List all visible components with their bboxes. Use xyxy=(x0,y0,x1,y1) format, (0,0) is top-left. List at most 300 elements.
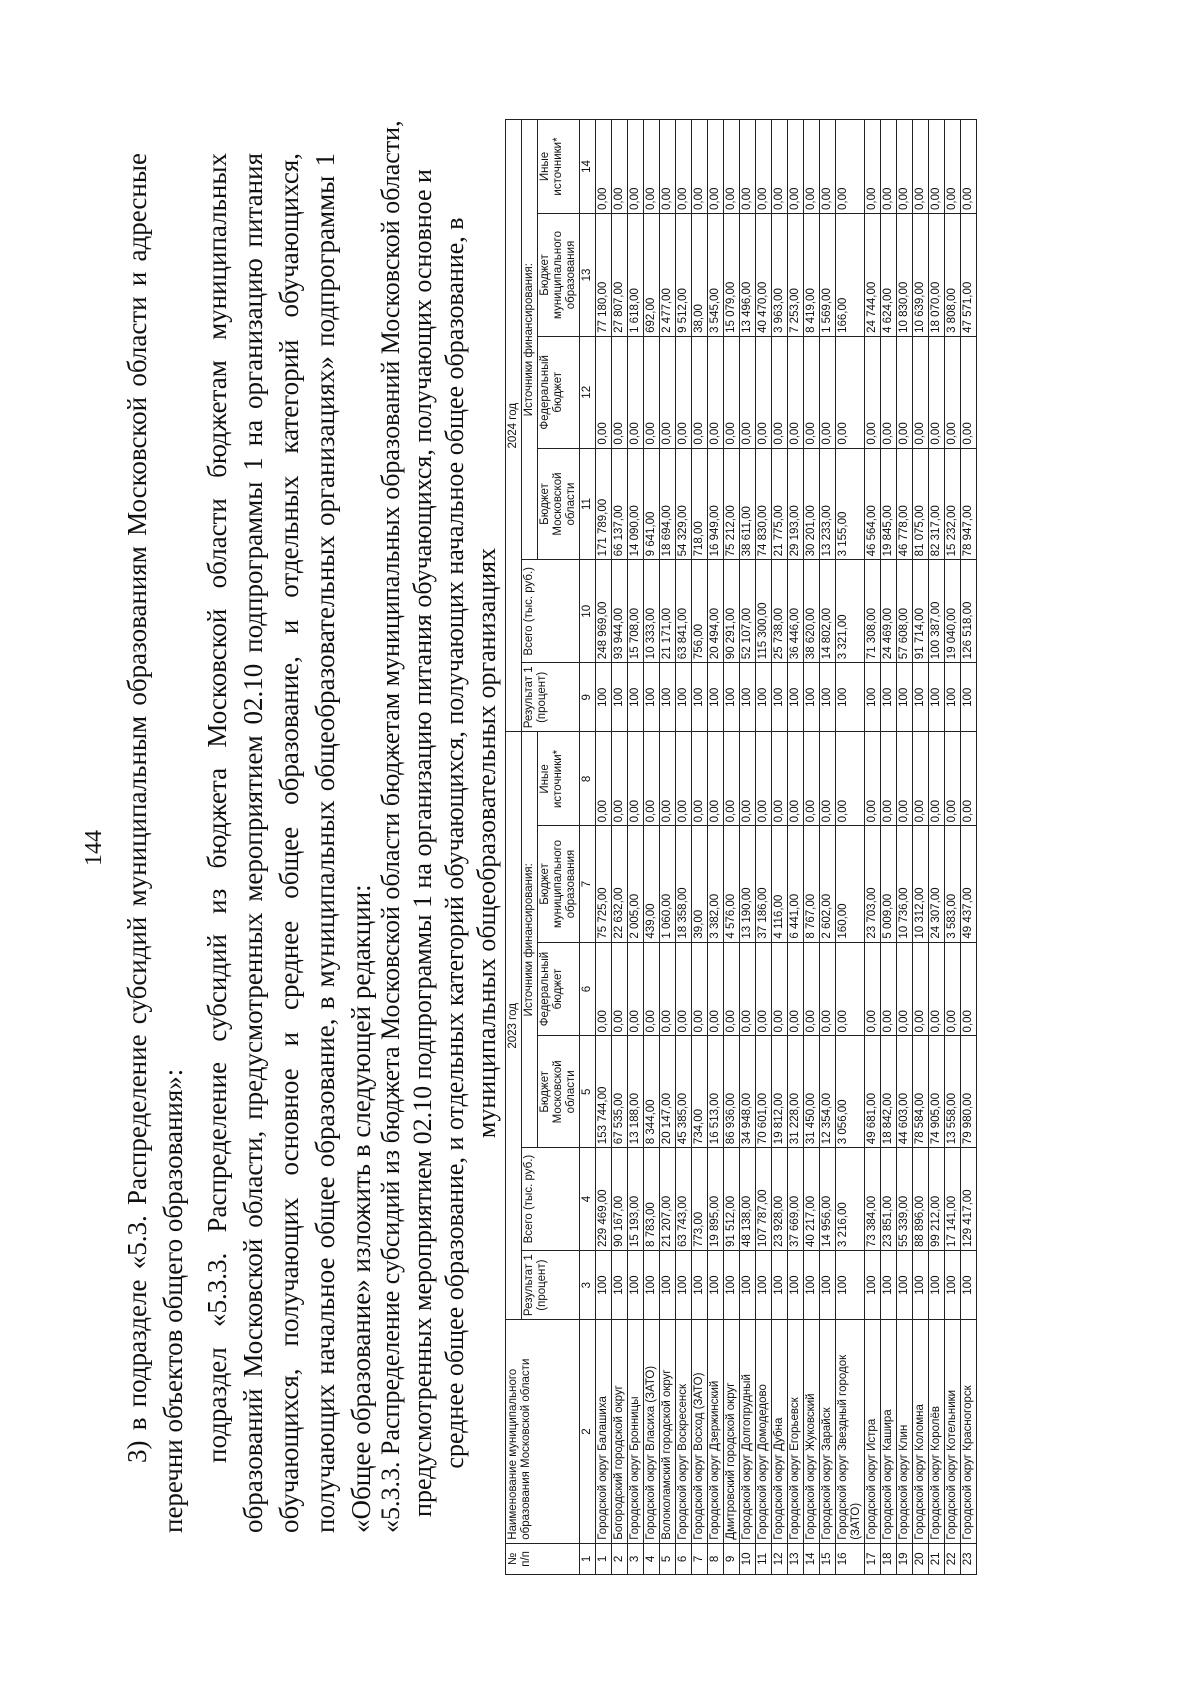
row-number-cell: 16 xyxy=(836,1543,865,1574)
value-cell: 31 228,00 xyxy=(788,1036,804,1148)
value-cell: 23 851,00 xyxy=(881,1148,897,1251)
value-cell: 100 xyxy=(644,663,660,732)
value-cell: 86 936,00 xyxy=(724,1036,740,1148)
value-cell: 23 928,00 xyxy=(772,1148,788,1251)
value-cell: 8 783,00 xyxy=(644,1148,660,1251)
value-cell: 100 xyxy=(961,1250,977,1319)
value-cell: 47 571,00 xyxy=(961,214,977,337)
value-cell: 7 253,00 xyxy=(788,214,804,337)
value-cell: 0,00 xyxy=(929,942,945,1036)
value-cell: 0,00 xyxy=(692,732,708,826)
value-cell: 171 789,00 xyxy=(596,448,612,560)
value-cell: 38 611,00 xyxy=(740,448,756,560)
row-number-cell: 17 xyxy=(865,1543,881,1574)
value-cell: 100 xyxy=(945,1250,961,1319)
value-cell: 49 437,00 xyxy=(961,826,977,942)
value-cell: 756,00 xyxy=(692,560,708,663)
value-cell: 63 841,00 xyxy=(676,560,692,663)
value-cell: 0,00 xyxy=(612,732,628,826)
value-cell: 0,00 xyxy=(740,732,756,826)
value-cell: 78 584,00 xyxy=(913,1036,929,1148)
col-header-year-2024: 2024 год xyxy=(506,120,522,732)
col-header-fed-budget-2024: Федеральный бюджет xyxy=(538,336,580,448)
rotated-document-page xyxy=(75,83,1125,1613)
value-cell: 0,00 xyxy=(740,942,756,1036)
value-cell: 9 641,00 xyxy=(644,448,660,560)
value-cell: 0,00 xyxy=(881,120,897,214)
value-cell: 44 603,00 xyxy=(897,1036,913,1148)
value-cell: 24 469,00 xyxy=(881,560,897,663)
value-cell: 0,00 xyxy=(772,942,788,1036)
col-header-fed-budget-2023: Федеральный бюджет xyxy=(538,942,580,1036)
value-cell: 20 494,00 xyxy=(708,560,724,663)
table-row xyxy=(740,120,756,1575)
value-cell: 100 387,00 xyxy=(929,560,945,663)
value-cell: 0,00 xyxy=(708,942,724,1036)
row-number-cell: 23 xyxy=(961,1543,977,1574)
municipality-name-cell: Городской округ Долгопрудный xyxy=(740,1320,756,1543)
value-cell: 10 639,00 xyxy=(913,214,929,337)
value-cell: 16 513,00 xyxy=(708,1036,724,1148)
column-index-cell: 7 xyxy=(580,826,596,942)
value-cell: 0,00 xyxy=(961,336,977,448)
value-cell: 90 291,00 xyxy=(724,560,740,663)
row-number-cell: 15 xyxy=(820,1543,836,1574)
section-heading xyxy=(375,120,503,1533)
value-cell: 0,00 xyxy=(929,732,945,826)
column-index-cell: 2 xyxy=(580,1320,596,1543)
paragraph-subsection: подраздел «5.3.3. Распределение субсидий из бюджета Московской области бюджетам муниципальных образований Московской области, предусмотренных мероприятием 02.10 подпрограммы 1 на организацию питания обучающихся, получающих основное и среднее общее образование, и отдельных категорий обучающихся, получающих начальное общее образование, в муниципальных общеобразовательных организациях» подпрограммы 1 «Общее образование» изложить в следующей редакции: xyxy=(202,153,376,1533)
row-number-cell: 8 xyxy=(708,1543,724,1574)
value-cell: 0,00 xyxy=(724,120,740,214)
value-cell: 0,00 xyxy=(724,732,740,826)
value-cell: 0,00 xyxy=(756,120,772,214)
section-heading-line: среднее общее образование, и отдельных категорий обучающихся, получающих начальное общее образование, в xyxy=(440,217,469,1469)
value-cell: 0,00 xyxy=(756,732,772,826)
value-cell: 100 xyxy=(865,1250,881,1319)
value-cell: 15 708,00 xyxy=(628,560,644,663)
value-cell: 0,00 xyxy=(881,732,897,826)
value-cell: 100 xyxy=(708,1250,724,1319)
value-cell: 36 446,00 xyxy=(788,560,804,663)
value-cell: 18 694,00 xyxy=(660,448,676,560)
value-cell: 0,00 xyxy=(820,732,836,826)
value-cell: 100 xyxy=(836,663,865,732)
value-cell: 0,00 xyxy=(644,120,660,214)
table-row xyxy=(961,120,977,1575)
value-cell: 100 xyxy=(961,663,977,732)
value-cell: 0,00 xyxy=(836,732,865,826)
value-cell: 2 005,00 xyxy=(628,826,644,942)
value-cell: 100 xyxy=(628,1250,644,1319)
value-cell: 0,00 xyxy=(692,942,708,1036)
value-cell: 100 xyxy=(724,1250,740,1319)
table-row xyxy=(660,120,676,1575)
value-cell: 0,00 xyxy=(881,336,897,448)
value-cell: 90 167,00 xyxy=(612,1148,628,1251)
value-cell: 100 xyxy=(881,663,897,732)
table-row xyxy=(945,120,961,1575)
value-cell: 13 190,00 xyxy=(740,826,756,942)
value-cell: 14 956,00 xyxy=(820,1148,836,1251)
value-cell: 100 xyxy=(913,663,929,732)
value-cell: 0,00 xyxy=(929,336,945,448)
value-cell: 100 xyxy=(820,663,836,732)
value-cell: 88 896,00 xyxy=(913,1148,929,1251)
value-cell: 0,00 xyxy=(660,336,676,448)
value-cell: 1 569,00 xyxy=(820,214,836,337)
value-cell: 100 xyxy=(676,663,692,732)
municipality-name-cell: Городской округ Воскресенск xyxy=(676,1320,692,1543)
value-cell: 71 308,00 xyxy=(865,560,881,663)
value-cell: 0,00 xyxy=(724,942,740,1036)
value-cell: 30 201,00 xyxy=(804,448,820,560)
value-cell: 82 317,00 xyxy=(929,448,945,560)
value-cell: 93 944,00 xyxy=(612,560,628,663)
value-cell: 100 xyxy=(740,1250,756,1319)
value-cell: 0,00 xyxy=(820,942,836,1036)
column-index-cell: 4 xyxy=(580,1148,596,1251)
value-cell: 24 307,00 xyxy=(929,826,945,942)
value-cell: 0,00 xyxy=(676,732,692,826)
value-cell: 12 354,00 xyxy=(820,1036,836,1148)
value-cell: 52 107,00 xyxy=(740,560,756,663)
value-cell: 23 703,00 xyxy=(865,826,881,942)
col-header-mun-budget-2024: Бюджет муниципального образования xyxy=(538,214,580,337)
col-header-total-2023: Всего (тыс. руб.) xyxy=(522,1148,580,1251)
value-cell: 248 969,00 xyxy=(596,560,612,663)
value-cell: 100 xyxy=(788,1250,804,1319)
table-body xyxy=(580,120,977,1575)
value-cell: 0,00 xyxy=(596,336,612,448)
col-header-num: № п/п xyxy=(506,1543,580,1574)
value-cell: 100 xyxy=(660,1250,676,1319)
value-cell: 15 232,00 xyxy=(945,448,961,560)
value-cell: 0,00 xyxy=(945,120,961,214)
row-number-cell: 10 xyxy=(740,1543,756,1574)
row-number-cell: 6 xyxy=(676,1543,692,1574)
value-cell: 100 xyxy=(804,663,820,732)
municipality-name-cell: Городской округ Коломна xyxy=(913,1320,929,1543)
value-cell: 0,00 xyxy=(961,942,977,1036)
municipality-name-cell: Городской округ Королёв xyxy=(929,1320,945,1543)
value-cell: 21 207,00 xyxy=(660,1148,676,1251)
section-heading-line: муниципальных общеобразовательных организациях xyxy=(472,547,501,1139)
value-cell: 166,00 xyxy=(836,214,865,337)
value-cell: 3 321,00 xyxy=(836,560,865,663)
value-cell: 692,00 xyxy=(644,214,660,337)
value-cell: 37 186,00 xyxy=(756,826,772,942)
municipality-name-cell: Городской округ Домодедово xyxy=(756,1320,772,1543)
value-cell: 0,00 xyxy=(820,336,836,448)
value-cell: 100 xyxy=(836,1250,865,1319)
col-header-year-2023: 2023 год xyxy=(506,732,522,1320)
value-cell: 46 564,00 xyxy=(865,448,881,560)
value-cell: 0,00 xyxy=(881,942,897,1036)
value-cell: 8 344,00 xyxy=(644,1036,660,1148)
col-header-total-2024: Всего (тыс. руб.) xyxy=(522,560,580,663)
value-cell: 0,00 xyxy=(865,942,881,1036)
value-cell: 3 382,00 xyxy=(708,826,724,942)
value-cell: 10 312,00 xyxy=(913,826,929,942)
value-cell: 77 180,00 xyxy=(596,214,612,337)
col-header-mun-budget-2023: Бюджет муниципального образования xyxy=(538,826,580,942)
value-cell: 91 512,00 xyxy=(724,1148,740,1251)
table-row xyxy=(897,120,913,1575)
value-cell: 66 137,00 xyxy=(612,448,628,560)
value-cell: 0,00 xyxy=(708,120,724,214)
value-cell: 1 618,00 xyxy=(628,214,644,337)
value-cell: 46 778,00 xyxy=(897,448,913,560)
value-cell: 45 385,00 xyxy=(676,1036,692,1148)
column-index-cell: 9 xyxy=(580,663,596,732)
col-header-other-2024: Иные источники* xyxy=(538,120,580,214)
table-row xyxy=(913,120,929,1575)
table-row xyxy=(596,120,612,1575)
value-cell: 0,00 xyxy=(913,120,929,214)
col-header-result-2023: Результат 1 (процент) xyxy=(522,1250,580,1319)
municipality-name-cell: Городской округ Клин xyxy=(897,1320,913,1543)
value-cell: 0,00 xyxy=(772,336,788,448)
value-cell: 0,00 xyxy=(724,336,740,448)
value-cell: 0,00 xyxy=(596,732,612,826)
value-cell: 13 496,00 xyxy=(740,214,756,337)
value-cell: 100 xyxy=(945,663,961,732)
value-cell: 55 339,00 xyxy=(897,1148,913,1251)
value-cell: 19 812,00 xyxy=(772,1036,788,1148)
value-cell: 54 329,00 xyxy=(676,448,692,560)
value-cell: 100 xyxy=(804,1250,820,1319)
value-cell: 0,00 xyxy=(836,336,865,448)
table-row xyxy=(820,120,836,1575)
municipality-name-cell: Городской округ Бронницы xyxy=(628,1320,644,1543)
value-cell: 0,00 xyxy=(756,942,772,1036)
value-cell: 126 518,00 xyxy=(961,560,977,663)
value-cell: 25 738,00 xyxy=(772,560,788,663)
value-cell: 734,00 xyxy=(692,1036,708,1148)
value-cell: 67 535,00 xyxy=(612,1036,628,1148)
table-row xyxy=(865,120,881,1575)
value-cell: 91 714,00 xyxy=(913,560,929,663)
municipality-name-cell: Городской округ Балашиха xyxy=(596,1320,612,1543)
municipality-name-cell: Городской округ Кашира xyxy=(881,1320,897,1543)
value-cell: 0,00 xyxy=(820,120,836,214)
value-cell: 8 419,00 xyxy=(804,214,820,337)
value-cell: 100 xyxy=(692,1250,708,1319)
value-cell: 718,00 xyxy=(692,448,708,560)
value-cell: 75 212,00 xyxy=(724,448,740,560)
value-cell: 3 583,00 xyxy=(945,826,961,942)
value-cell: 6 441,00 xyxy=(788,826,804,942)
value-cell: 39,00 xyxy=(692,826,708,942)
value-cell: 13 188,00 xyxy=(628,1036,644,1148)
value-cell: 0,00 xyxy=(961,732,977,826)
row-number-cell: 7 xyxy=(692,1543,708,1574)
value-cell: 100 xyxy=(596,1250,612,1319)
value-cell: 0,00 xyxy=(628,942,644,1036)
value-cell: 0,00 xyxy=(804,336,820,448)
value-cell: 0,00 xyxy=(945,942,961,1036)
table-row xyxy=(628,120,644,1575)
value-cell: 38 620,00 xyxy=(804,560,820,663)
value-cell: 0,00 xyxy=(945,732,961,826)
value-cell: 0,00 xyxy=(772,732,788,826)
value-cell: 100 xyxy=(897,1250,913,1319)
value-cell: 40 217,00 xyxy=(804,1148,820,1251)
value-cell: 8 767,00 xyxy=(804,826,820,942)
row-number-cell: 21 xyxy=(929,1543,945,1574)
municipality-name-cell: Городской округ Дубна xyxy=(772,1320,788,1543)
column-index-cell: 5 xyxy=(580,1036,596,1148)
col-header-name: Наименование муниципального образования Московской области xyxy=(506,1320,580,1543)
municipality-name-cell: Городской округ Красногорск xyxy=(961,1320,977,1543)
table-row xyxy=(692,120,708,1575)
value-cell: 4 576,00 xyxy=(724,826,740,942)
value-cell: 0,00 xyxy=(676,120,692,214)
value-cell: 13 558,00 xyxy=(945,1036,961,1148)
col-header-other-2023: Иные источники* xyxy=(538,732,580,826)
value-cell: 0,00 xyxy=(692,336,708,448)
value-cell: 100 xyxy=(660,663,676,732)
value-cell: 100 xyxy=(772,1250,788,1319)
value-cell: 0,00 xyxy=(644,732,660,826)
table-row xyxy=(756,120,772,1575)
municipality-name-cell: Городской округ Власиха (ЗАТО) xyxy=(644,1320,660,1543)
municipality-name-cell: Городской округ Жуковский xyxy=(804,1320,820,1543)
value-cell: 48 138,00 xyxy=(740,1148,756,1251)
value-cell: 0,00 xyxy=(676,942,692,1036)
value-cell: 3 155,00 xyxy=(836,448,865,560)
value-cell: 19 040,00 xyxy=(945,560,961,663)
municipality-name-cell: Городской округ Восход (ЗАТО) xyxy=(692,1320,708,1543)
col-header-mo-budget-2023: Бюджет Московской области xyxy=(538,1036,580,1148)
value-cell: 100 xyxy=(772,663,788,732)
value-cell: 22 632,00 xyxy=(612,826,628,942)
value-cell: 0,00 xyxy=(612,942,628,1036)
value-cell: 0,00 xyxy=(897,732,913,826)
value-cell: 31 450,00 xyxy=(804,1036,820,1148)
value-cell: 100 xyxy=(612,663,628,732)
column-index-cell: 6 xyxy=(580,942,596,1036)
municipality-name-cell: Городской округ Дзержинский xyxy=(708,1320,724,1543)
value-cell: 100 xyxy=(913,1250,929,1319)
value-cell: 21 775,00 xyxy=(772,448,788,560)
value-cell: 0,00 xyxy=(596,120,612,214)
value-cell: 100 xyxy=(897,663,913,732)
value-cell: 100 xyxy=(756,663,772,732)
value-cell: 0,00 xyxy=(788,120,804,214)
value-cell: 0,00 xyxy=(628,120,644,214)
row-number-cell: 3 xyxy=(628,1543,644,1574)
value-cell: 0,00 xyxy=(708,336,724,448)
value-cell: 4 624,00 xyxy=(881,214,897,337)
value-cell: 0,00 xyxy=(628,732,644,826)
value-cell: 107 787,00 xyxy=(756,1148,772,1251)
value-cell: 19 845,00 xyxy=(881,448,897,560)
value-cell: 0,00 xyxy=(836,942,865,1036)
value-cell: 0,00 xyxy=(788,336,804,448)
row-number-cell: 14 xyxy=(804,1543,820,1574)
municipality-name-cell: Городской округ Котельники xyxy=(945,1320,961,1543)
value-cell: 0,00 xyxy=(913,336,929,448)
value-cell: 0,00 xyxy=(692,120,708,214)
value-cell: 27 807,00 xyxy=(612,214,628,337)
value-cell: 14 090,00 xyxy=(628,448,644,560)
row-number-cell: 20 xyxy=(913,1543,929,1574)
value-cell: 3 963,00 xyxy=(772,214,788,337)
value-cell: 773,00 xyxy=(692,1148,708,1251)
section-heading-line: предусмотренных мероприятием 02.10 подпрограммы 1 на организацию питания обучающихся, получающих основное и xyxy=(408,169,437,1517)
value-cell: 0,00 xyxy=(660,120,676,214)
value-cell: 14 802,00 xyxy=(820,560,836,663)
value-cell: 74 830,00 xyxy=(756,448,772,560)
value-cell: 129 417,00 xyxy=(961,1148,977,1251)
value-cell: 4 116,00 xyxy=(772,826,788,942)
value-cell: 3 216,00 xyxy=(836,1148,865,1251)
value-cell: 2 602,00 xyxy=(820,826,836,942)
value-cell: 38,00 xyxy=(692,214,708,337)
municipality-name-cell: Богородский городской округ xyxy=(612,1320,628,1543)
value-cell: 74 905,00 xyxy=(929,1036,945,1148)
value-cell: 5 009,00 xyxy=(881,826,897,942)
value-cell: 78 947,00 xyxy=(961,448,977,560)
value-cell: 18 358,00 xyxy=(676,826,692,942)
column-index-cell: 3 xyxy=(580,1250,596,1319)
municipality-name-cell: Городской округ Звездный городок (ЗАТО) xyxy=(836,1320,865,1543)
value-cell: 0,00 xyxy=(644,942,660,1036)
page-number: 144 xyxy=(81,830,107,866)
value-cell: 0,00 xyxy=(897,120,913,214)
value-cell: 40 470,00 xyxy=(756,214,772,337)
value-cell: 10 333,00 xyxy=(644,560,660,663)
value-cell: 3 056,00 xyxy=(836,1036,865,1148)
row-number-cell: 11 xyxy=(756,1543,772,1574)
table-row xyxy=(612,120,628,1575)
row-number-cell: 19 xyxy=(897,1543,913,1574)
row-number-cell: 9 xyxy=(724,1543,740,1574)
value-cell: 79 980,00 xyxy=(961,1036,977,1148)
value-cell: 439,00 xyxy=(644,826,660,942)
value-cell: 100 xyxy=(628,663,644,732)
paragraph-intro: 3) в подразделе «5.3. Распределение субсидий муниципальным образованиям Московской области и адресные перечни объектов общего образования»: xyxy=(122,153,188,1533)
value-cell: 100 xyxy=(929,1250,945,1319)
value-cell: 0,00 xyxy=(596,942,612,1036)
value-cell: 0,00 xyxy=(913,942,929,1036)
table-row xyxy=(644,120,660,1575)
subsidy-table xyxy=(505,119,977,1575)
value-cell: 15 193,00 xyxy=(628,1148,644,1251)
value-cell: 0,00 xyxy=(788,732,804,826)
value-cell: 15 079,00 xyxy=(724,214,740,337)
value-cell: 49 681,00 xyxy=(865,1036,881,1148)
row-number-cell: 5 xyxy=(660,1543,676,1574)
value-cell: 115 300,00 xyxy=(756,560,772,663)
value-cell: 13 233,00 xyxy=(820,448,836,560)
value-cell: 0,00 xyxy=(897,336,913,448)
table-row xyxy=(836,120,865,1575)
table-row xyxy=(772,120,788,1575)
value-cell: 100 xyxy=(724,663,740,732)
table-row xyxy=(708,120,724,1575)
table-row xyxy=(676,120,692,1575)
row-number-cell: 2 xyxy=(612,1543,628,1574)
value-cell: 100 xyxy=(820,1250,836,1319)
value-cell: 0,00 xyxy=(804,732,820,826)
value-cell: 34 948,00 xyxy=(740,1036,756,1148)
table-row xyxy=(929,120,945,1575)
column-index-cell: 12 xyxy=(580,336,596,448)
value-cell: 3 808,00 xyxy=(945,214,961,337)
